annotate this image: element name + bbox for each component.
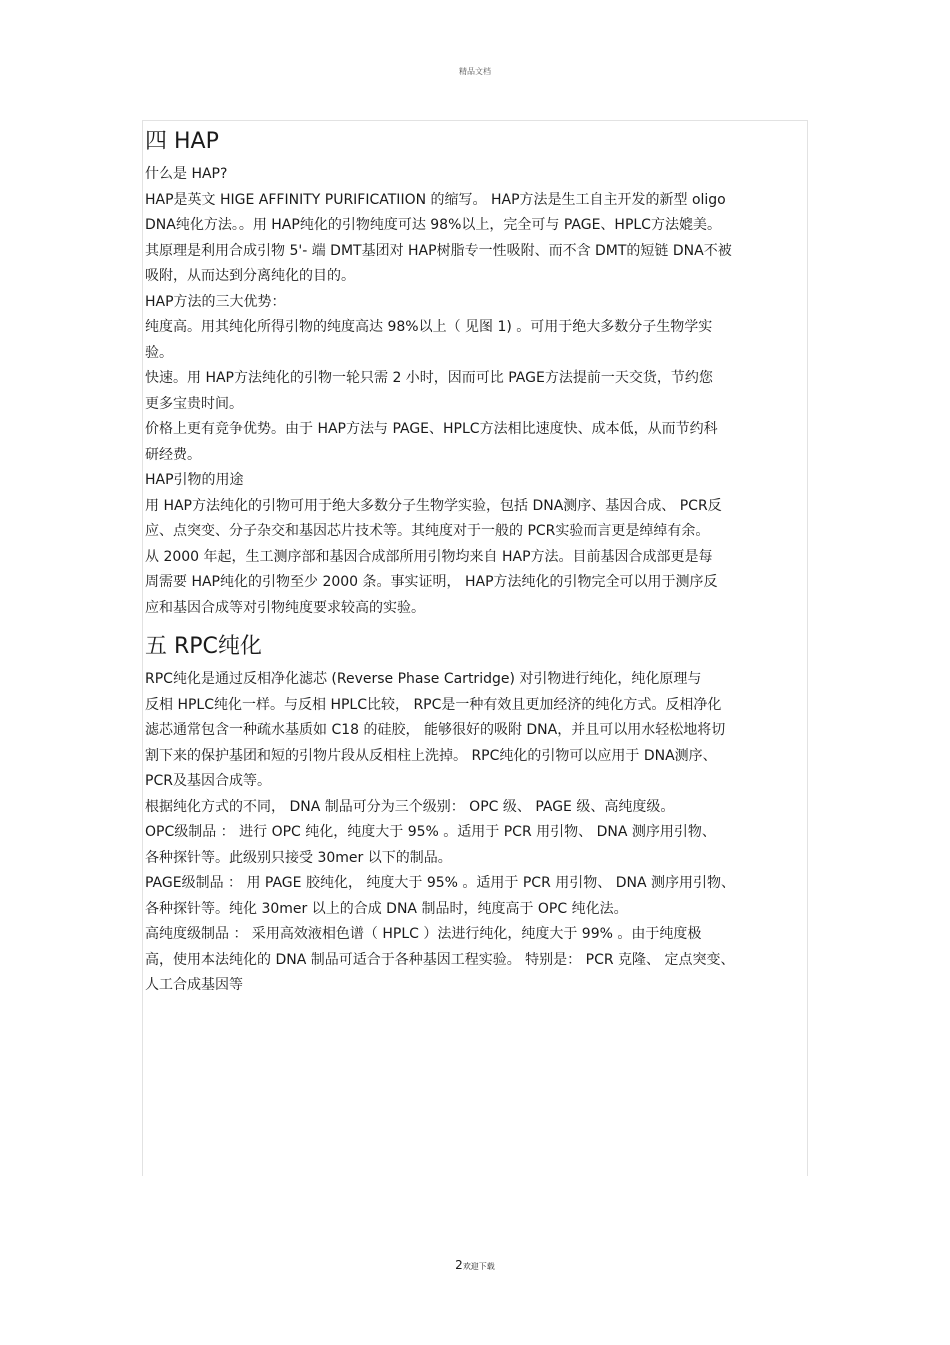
text-line: 割下来的保护基团和短的引物片段从反相柱上洗掉。 RPC纯化的引物可以应用于 DNA测序、 [145,747,717,764]
text-line: 价格上更有竞争优势。由于 HAP方法与 PAGE、HPLC方法相比速度快、成本低，从而节约科 [145,421,718,437]
header-mark: 精品文档 [459,67,491,76]
text-line: 周需要 HAP纯化的引物至少 2000 条。事实证明， HAP方法纯化的引物完全可以用于测序反 [145,574,718,590]
text-line: HAP方法的三大优势： [145,293,286,310]
text-line: 各种探针等。纯化 30mer 以上的合成 DNA 制品时，纯度高于 OPC 纯化法。 [145,900,628,917]
text-line: 高纯度级制品 ： 采用高效液相色谱（ HPLC ）法进行纯化，纯度大于 99% 。由于纯度极 [145,926,702,942]
text-line: 高，使用本法纯化的 DNA 制品可适合于各种基因工程实验。 特别是： PCR 克隆、 定点突变、 [145,951,735,968]
text-line: DNA纯化方法。。用 HAP纯化的引物纯度可达 98%以上，完全可与 PAGE、HPLC方法媲美。 [145,217,721,233]
text-line: 应、点突变、分子杂交和基因芯片技术等。其纯度对于一般的 PCR实验而言更是绰绰有余。 [145,523,710,539]
text-line: PAGE级制品 ： 用 PAGE 胶纯化， 纯度大于 95% 。适用于 PCR 用引物、 DNA 测序用引物、 [145,875,735,891]
text-line: 滤芯通常包含一种疏水基质如 C18 的硅胶， 能够很好的吸附 DNA，并且可以用水轻松地将切 [145,722,726,738]
section-4-body [145,162,807,621]
text-line: 从 2000 年起，生工测序部和基因合成部所用引物均来自 HAP方法。目前基因合成部更是每 [145,548,713,565]
text-line: 反相 HPLC纯化一样。与反相 HPLC比较， RPC是一种有效且更加经济的纯化方式。反相净化 [145,696,722,713]
document-body [145,122,807,999]
text-line: RPC纯化是通过反相净化滤芯 (Reverse Phase Cartridge) 对引物进行纯化，纯化原理与 [145,671,702,687]
text-line: PCR及基因合成等。 [145,773,271,789]
footer-note: 欢迎下载 [462,1262,495,1271]
text-line: 纯度高。用其纯化所得引物的纯度高达 98%以上（ 见图 1) 。可用于绝大多数分子生物学实 [145,319,713,335]
section-5-body [145,667,807,999]
text-line: HAP引物的用途 [145,472,244,488]
text-line: 各种探针等。此级别只接受 30mer 以下的制品。 [145,849,452,866]
page-footer [0,1258,950,1272]
section-4-heading: 四 HAP [145,129,219,154]
text-line: HAP是英文 HIGE AFFINITY PURIFICATIION 的缩写。 HAP方法是生工自主开发的新型 oligo [145,191,726,208]
text-line: 根据纯化方式的不同， DNA 制品可分为三个级别： OPC 级、 PAGE 级、高纯度级。 [145,798,675,815]
text-line: OPC级制品 ： 进行 OPC 纯化，纯度大于 95% 。适用于 PCR 用引物、 DNA 测序用引物、 [145,824,716,840]
page-number: 2 [455,1258,463,1272]
text-line: 研经费。 [145,446,201,463]
text-line: 用 HAP方法纯化的引物可用于绝大多数分子生物学实验，包括 DNA测序、基因合成、 PCR反 [145,497,722,514]
text-line: 验。 [145,344,173,361]
text-line: 人工合成基因等 [145,977,243,993]
text-line: 更多宝贵时间。 [145,395,243,412]
text-line: 什么是 HAP? [145,166,228,182]
text-line: 其原理是利用合成引物 5'- 端 DMT基团对 HAP树脂专一性吸附、而不含 DMT的短链 DNA不被 [145,242,732,259]
text-line: 吸附，从而达到分离纯化的目的。 [145,268,355,284]
text-line: 应和基因合成等对引物纯度要求较高的实验。 [145,599,425,616]
text-line: 快速。用 HAP方法纯化的引物一轮只需 2 小时，因而可比 PAGE方法提前一天交货，节约您 [145,370,713,386]
section-5-heading: 五 RPC纯化 [145,634,262,659]
